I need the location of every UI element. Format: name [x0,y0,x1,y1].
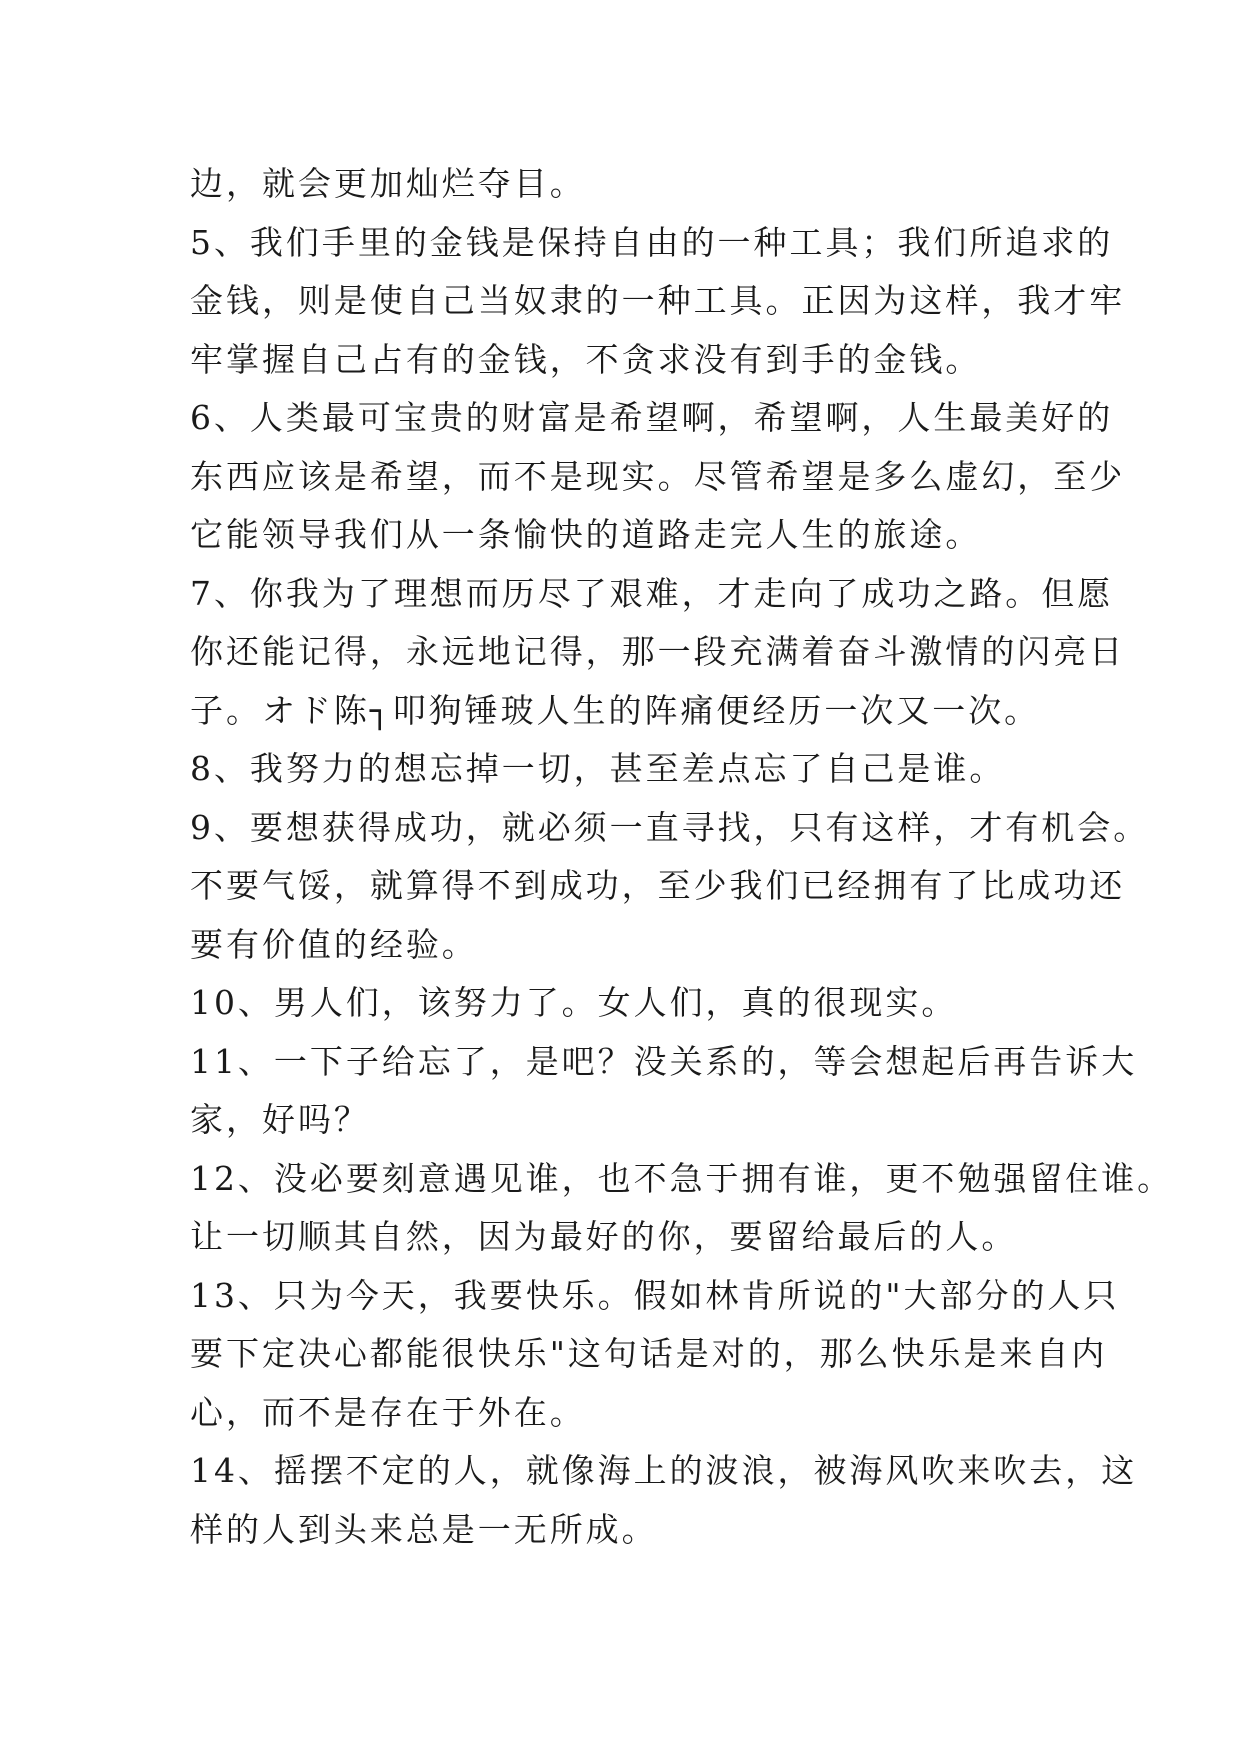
text-line: 牢掌握自己占有的金钱，不贪求没有到手的金钱。 [190,339,982,379]
text-line: 要有价值的经验。 [190,924,478,964]
text-line: 东西应该是希望，而不是现实。尽管希望是多么虚幻，至少 [190,456,1126,496]
text-line: 14、摇摆不定的人，就像海上的波浪，被海风吹来吹去，这 [190,1451,1138,1490]
text-line: 你还能记得，永远地记得，那一段充满着奋斗激情的闪亮日 [190,632,1126,671]
text-line: 不要气馁，就算得不到成功，至少我们已经拥有了比成功还 [190,866,1126,905]
text-line: 它能领导我们从一条愉快的道路走完人生的旅途。 [190,515,982,554]
text-line: 家，好吗？ [190,1100,370,1139]
text-line: 心，而不是存在于外在。 [190,1392,586,1432]
text-line: 8、我努力的想忘掉一切，甚至差点忘了自己是谁。 [190,749,1006,788]
text-line: 9、要想获得成功，就必须一直寻找，只有这样，才有机会。 [190,807,1150,847]
text-line: 要下定决心都能很快乐"这句话是对的，那么快乐是来自内 [190,1334,1108,1373]
text-line: 7、你我为了理想而历尽了艰难，才走向了成功之路。但愿 [190,573,1114,613]
text-line: 样的人到头来总是一无所成。 [190,1509,658,1549]
text-line: 边，就会更加灿烂夺目。 [190,164,586,203]
text-line: 6、人类最可宝贵的财富是希望啊，希望啊，人生最美好的 [190,398,1114,437]
text-line: 12、没必要刻意遇见谁，也不急于拥有谁，更不勉强留住谁。 [190,1158,1174,1198]
text-line: 5、我们手里的金钱是保持自由的一种工具；我们所追求的 [190,222,1114,262]
text-line: 金钱，则是使自己当奴隶的一种工具。正因为这样，我才牢 [190,281,1126,320]
text-line: 13、只为今天，我要快乐。假如林肯所说的"大部分的人只 [190,1275,1120,1315]
text-line: 11、一下子给忘了，是吧？没关系的，等会想起后再告诉大 [190,1041,1138,1081]
text-line: 子。オド陈┐叩狗锤玻人生的阵痛便经历一次又一次。 [190,690,1041,730]
document-body [190,155,1174,1559]
text-line: 让一切顺其自然，因为最好的你，要留给最后的人。 [190,1217,1018,1256]
text-line: 10、男人们，该努力了。女人们，真的很现实。 [190,983,958,1022]
